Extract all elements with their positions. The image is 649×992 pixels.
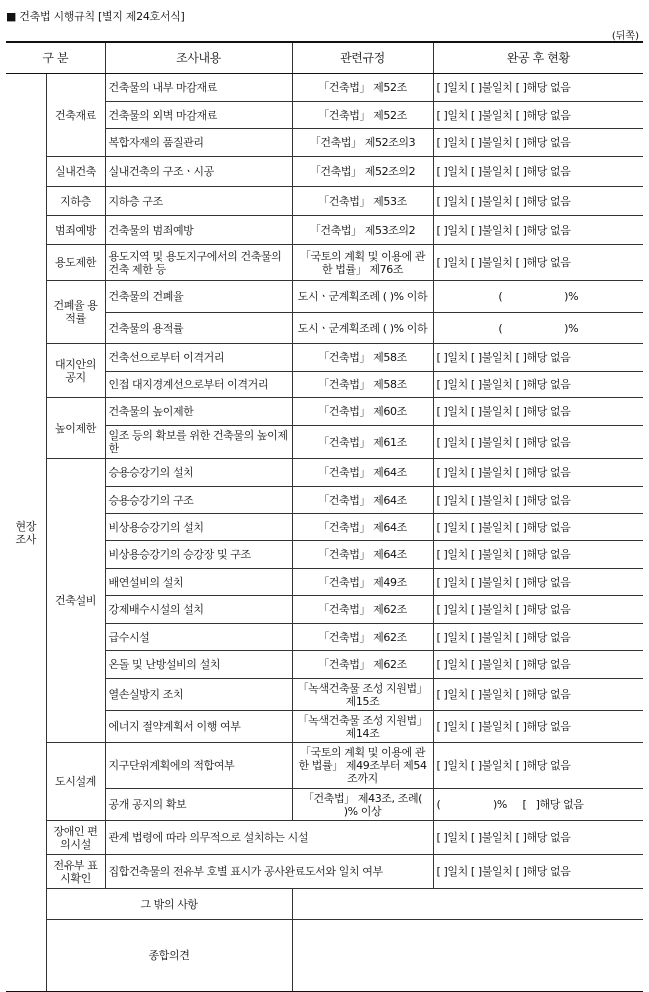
table-row — [6, 157, 643, 187]
col-category: 구 분 — [6, 42, 105, 74]
row-regulation: 「녹색건축물 조성 지원법」 제15조 — [292, 679, 433, 711]
status-checkboxes[interactable]: [ ]일치 [ ]불일치 [ ]해당 없음 — [433, 596, 643, 624]
table-row — [6, 187, 643, 216]
status-checkboxes[interactable]: [ ]일치 [ ]불일치 [ ]해당 없음 — [433, 651, 643, 679]
group-crime-prevention: 범죄예방 — [46, 216, 105, 245]
col-status: 완공 후 현황 — [433, 42, 643, 74]
row-item: 배연설비의 설치 — [105, 569, 292, 596]
table-row — [6, 398, 643, 426]
status-checkboxes[interactable]: [ ]일치 [ ]불일치 [ ]해당 없음 — [433, 344, 643, 372]
row-item: 열손실방지 조치 — [105, 679, 292, 711]
row-regulation: 「건축법」 제58조 — [292, 372, 433, 398]
row-regulation: 「건축법」 제43조, 조례( )% 이상 — [292, 789, 433, 821]
row-item: 관계 법령에 따라 의무적으로 설치하는 시설 — [105, 821, 433, 855]
row-item: 공개 공지의 확보 — [105, 789, 292, 821]
section-label: 현장 조사 — [6, 74, 46, 992]
back-side-note: (뒤쪽) — [611, 31, 639, 42]
table-row — [6, 459, 643, 487]
col-item: 조사내용 — [105, 42, 292, 74]
row-regulation: 「건축법」 제64조 — [292, 541, 433, 569]
group-height-limit: 높이제한 — [46, 398, 105, 459]
row-regulation: 「건축법」 제53조의2 — [292, 216, 433, 245]
status-checkboxes[interactable]: [ ]일치 [ ]불일치 [ ]해당 없음 — [433, 102, 643, 129]
group-ownership-check: 전유부 표시확인 — [46, 855, 105, 889]
row-regulation: 「국토의 계획 및 이용에 관한 법률」 제49조부터 제54조까지 — [292, 743, 433, 789]
table-row — [6, 889, 643, 920]
percent-field[interactable]: ( )% — [433, 281, 643, 313]
status-checkboxes[interactable]: [ ]일치 [ ]불일치 [ ]해당 없음 — [433, 426, 643, 459]
table-row — [6, 74, 643, 102]
row-item: 건축물의 범죄예방 — [105, 216, 292, 245]
row-item: 급수시설 — [105, 624, 292, 651]
group-materials: 건축재료 — [46, 74, 105, 157]
status-checkboxes[interactable]: [ ]일치 [ ]불일치 [ ]해당 없음 — [433, 624, 643, 651]
table-row — [6, 216, 643, 245]
table-header-row — [6, 42, 643, 74]
status-checkboxes[interactable]: [ ]일치 [ ]불일치 [ ]해당 없음 — [433, 743, 643, 789]
row-item: 복합자재의 품질관리 — [105, 129, 292, 157]
row-regulation: 「건축법」 제62조 — [292, 624, 433, 651]
group-basement: 지하층 — [46, 187, 105, 216]
group-empty-space: 대지안의 공지 — [46, 344, 105, 398]
table-row — [6, 743, 643, 789]
row-regulation: 「건축법」 제60조 — [292, 398, 433, 426]
row-item: 용도지역 및 용도지구에서의 건축물의 건축 제한 등 — [105, 245, 292, 281]
status-checkboxes[interactable]: [ ]일치 [ ]불일치 [ ]해당 없음 — [433, 855, 643, 889]
row-regulation: 「건축법」 제62조 — [292, 596, 433, 624]
overall-opinion-label: 종합의견 — [46, 920, 292, 992]
row-item: 에너지 절약계획서 이행 여부 — [105, 711, 292, 743]
overall-opinion-field[interactable] — [292, 920, 643, 992]
row-regulation: 「건축법」 제64조 — [292, 459, 433, 487]
other-matters-field[interactable] — [292, 889, 643, 920]
open-space-status[interactable]: ( )% [ ]해당 없음 — [433, 789, 643, 821]
row-regulation: 도시ㆍ군계획조례 ( )% 이하 — [292, 281, 433, 313]
group-use-limit: 용도제한 — [46, 245, 105, 281]
col-regulation: 관련규정 — [292, 42, 433, 74]
row-regulation: 「건축법」 제64조 — [292, 514, 433, 541]
status-checkboxes[interactable]: [ ]일치 [ ]불일치 [ ]해당 없음 — [433, 187, 643, 216]
status-checkboxes[interactable]: [ ]일치 [ ]불일치 [ ]해당 없음 — [433, 459, 643, 487]
row-item: 지구단위계획에의 적합여부 — [105, 743, 292, 789]
row-item: 건축물의 건폐율 — [105, 281, 292, 313]
row-item: 승용승강기의 설치 — [105, 459, 292, 487]
row-regulation: 「국토의 계획 및 이용에 관한 법률」 제76조 — [292, 245, 433, 281]
row-item: 인접 대지경계선으로부터 이격거리 — [105, 372, 292, 398]
status-checkboxes[interactable]: [ ]일치 [ ]불일치 [ ]해당 없음 — [433, 372, 643, 398]
row-item: 강제배수시설의 설치 — [105, 596, 292, 624]
form-title: ■ 건축법 시행규칙 [별지 제24호서식] — [6, 10, 185, 23]
table-row — [6, 855, 643, 889]
row-item: 건축선으로부터 이격거리 — [105, 344, 292, 372]
group-indoor: 실내건축 — [46, 157, 105, 187]
status-checkboxes[interactable]: [ ]일치 [ ]불일치 [ ]해당 없음 — [433, 541, 643, 569]
row-regulation: 「건축법」 제52조의3 — [292, 129, 433, 157]
row-item: 건축물의 내부 마감재료 — [105, 74, 292, 102]
row-item: 온돌 및 난방설비의 설치 — [105, 651, 292, 679]
status-checkboxes[interactable]: [ ]일치 [ ]불일치 [ ]해당 없음 — [433, 216, 643, 245]
row-item: 지하층 구조 — [105, 187, 292, 216]
status-checkboxes[interactable]: [ ]일치 [ ]불일치 [ ]해당 없음 — [433, 487, 643, 514]
row-item: 집합건축물의 전유부 호별 표시가 공사완료도서와 일치 여부 — [105, 855, 433, 889]
group-equipment: 건축설비 — [46, 459, 105, 743]
row-item: 비상용승강기의 승강장 및 구조 — [105, 541, 292, 569]
table-row — [6, 821, 643, 855]
row-item: 건축물의 외벽 마감재료 — [105, 102, 292, 129]
row-item: 승용승강기의 구조 — [105, 487, 292, 514]
row-item: 건축물의 용적률 — [105, 313, 292, 344]
status-checkboxes[interactable]: [ ]일치 [ ]불일치 [ ]해당 없음 — [433, 569, 643, 596]
percent-field[interactable]: ( )% — [433, 313, 643, 344]
status-checkboxes[interactable]: [ ]일치 [ ]불일치 [ ]해당 없음 — [433, 245, 643, 281]
status-checkboxes[interactable]: [ ]일치 [ ]불일치 [ ]해당 없음 — [433, 679, 643, 711]
other-matters-label: 그 밖의 사항 — [46, 889, 292, 920]
row-regulation: 도시ㆍ군계획조례 ( )% 이하 — [292, 313, 433, 344]
group-urban-design: 도시설계 — [46, 743, 105, 821]
table-row — [6, 920, 643, 992]
status-checkboxes[interactable]: [ ]일치 [ ]불일치 [ ]해당 없음 — [433, 514, 643, 541]
row-regulation: 「건축법」 제53조 — [292, 187, 433, 216]
row-regulation: 「건축법」 제61조 — [292, 426, 433, 459]
table-row — [6, 344, 643, 372]
row-regulation: 「건축법」 제62조 — [292, 651, 433, 679]
group-coverage-ratio: 건폐율 용적률 — [46, 281, 105, 344]
row-regulation: 「건축법」 제64조 — [292, 487, 433, 514]
row-regulation: 「건축법」 제58조 — [292, 344, 433, 372]
group-disabled-facilities: 장애인 편의시설 — [46, 821, 105, 855]
status-checkboxes[interactable]: [ ]일치 [ ]불일치 [ ]해당 없음 — [433, 398, 643, 426]
row-regulation: 「건축법」 제52조 — [292, 102, 433, 129]
status-checkboxes[interactable]: [ ]일치 [ ]불일치 [ ]해당 없음 — [433, 711, 643, 743]
row-regulation: 「녹색건축물 조성 지원법」 제14조 — [292, 711, 433, 743]
inspection-table — [6, 41, 643, 992]
status-checkboxes[interactable]: [ ]일치 [ ]불일치 [ ]해당 없음 — [433, 74, 643, 102]
row-item: 건축물의 높이제한 — [105, 398, 292, 426]
row-item: 일조 등의 확보를 위한 건축물의 높이제한 — [105, 426, 292, 459]
status-checkboxes[interactable]: [ ]일치 [ ]불일치 [ ]해당 없음 — [433, 157, 643, 187]
row-item: 실내건축의 구조ㆍ시공 — [105, 157, 292, 187]
status-checkboxes[interactable]: [ ]일치 [ ]불일치 [ ]해당 없음 — [433, 821, 643, 855]
table-row — [6, 245, 643, 281]
table-row — [6, 281, 643, 313]
row-regulation: 「건축법」 제52조 — [292, 74, 433, 102]
row-regulation: 「건축법」 제49조 — [292, 569, 433, 596]
row-regulation: 「건축법」 제52조의2 — [292, 157, 433, 187]
status-checkboxes[interactable]: [ ]일치 [ ]불일치 [ ]해당 없음 — [433, 129, 643, 157]
row-item: 비상용승강기의 설치 — [105, 514, 292, 541]
